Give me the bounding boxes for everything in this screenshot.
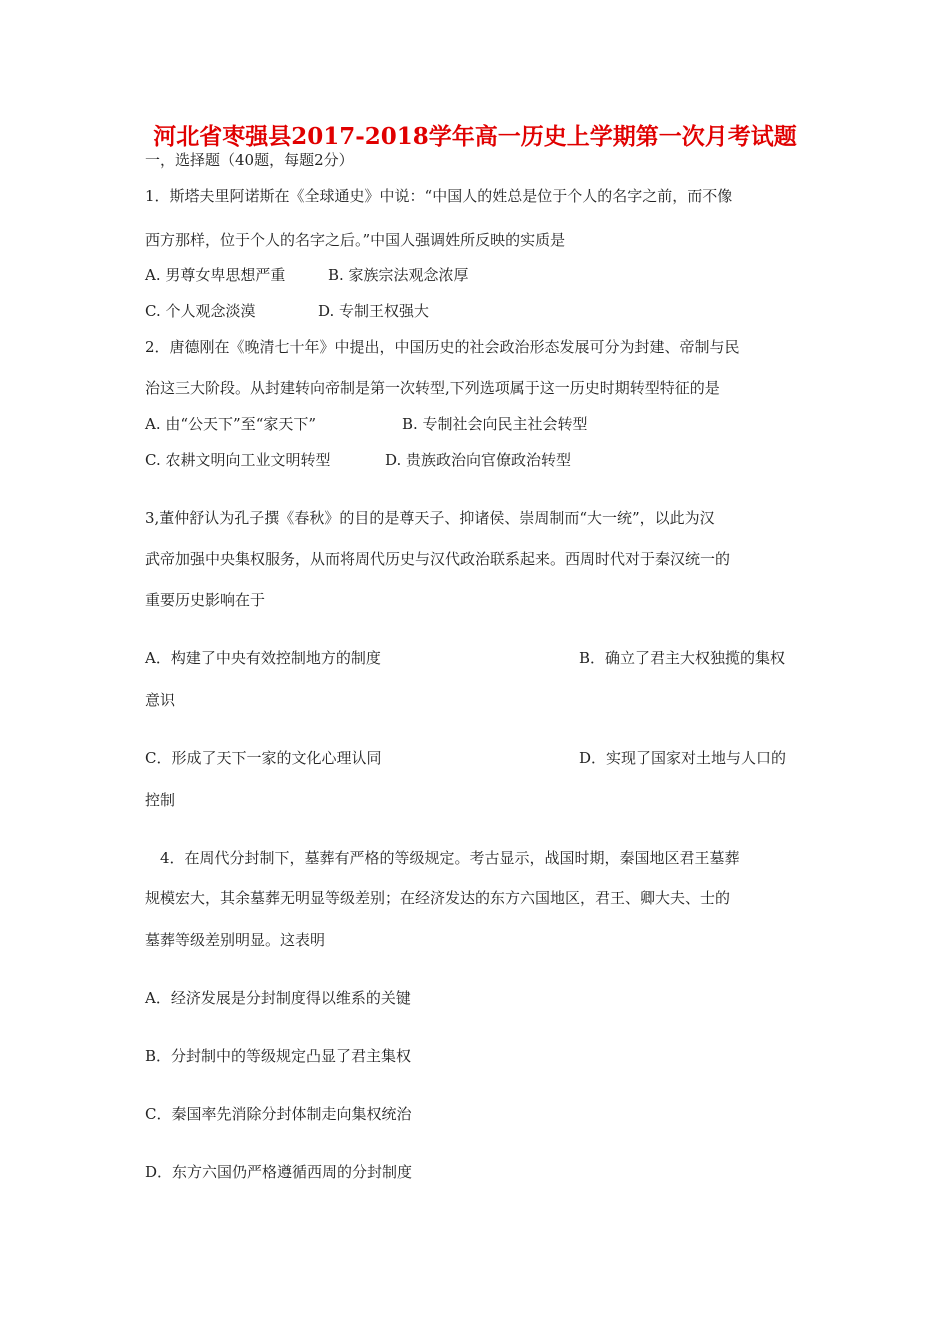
q2-option-a: A. 由“公天下”至“家天下” [145,415,317,433]
q4-option-c: C．秦国率先消除分封体制走向集权统治 [145,1105,412,1123]
q4-stem-line-2: 规模宏大，其余墓葬无明显等级差别；在经济发达的东方六国地区，君王、卿大夫、士的 [145,889,731,907]
q3-stem-line-2: 武帝加强中央集权服务，从而将周代历史与汉代政治联系起来。西周时代对于秦汉统一的 [145,550,731,568]
q1-stem-line-1: 1．斯塔夫里阿诺斯在《全球通史》中说：“中国人的姓总是位于个人的名字之前，而不像 [145,187,733,205]
q3-option-b-continued: 意识 [145,691,176,709]
q1-option-a: A. 男尊女卑思想严重 [145,266,286,284]
q2-option-d: D. 贵族政治向官僚政治转型 [385,451,572,469]
q1-option-b: B. 家族宗法观念浓厚 [328,266,469,284]
q2-option-b: B. 专制社会向民主社会转型 [402,415,588,433]
q4-option-d: D．东方六国仍严格遵循西周的分封制度 [145,1163,413,1181]
exam-title: 河北省枣强县2017-2018学年高一历史上学期第一次月考试题 [153,123,797,150]
q2-option-c: C. 农耕文明向工业文明转型 [145,451,331,469]
q3-stem-line-3: 重要历史影响在于 [145,591,266,609]
q2-stem-line-2: 治这三大阶段。从封建转向帝制是第一次转型,下列选项属于这一历史时期转型特征的是 [145,379,720,397]
q3-option-c: C．形成了天下一家的文化心理认同 [145,749,382,767]
q2-stem-line-1: 2．唐德刚在《晚清七十年》中提出，中国历史的社会政治形态发展可分为封建、帝制与民 [145,338,740,356]
q3-option-d-continued: 控制 [145,791,176,809]
q3-stem-line-1: 3,董仲舒认为孔子撰《春秋》的目的是尊天子、抑诸侯、崇周制而“大一统”，以此为汉 [145,509,715,527]
q1-option-c: C. 个人观念淡漠 [145,302,256,320]
q3-option-b: B．确立了君主大权独揽的集权 [579,649,786,667]
q4-option-b: B．分封制中的等级规定凸显了君主集权 [145,1047,412,1065]
q4-stem-line-1: 4．在周代分封制下，墓葬有严格的等级规定。考古显示，战国时期，秦国地区君王墓葬 [160,849,740,867]
q3-option-a: A．构建了中央有效控制地方的制度 [145,649,381,667]
q4-stem-line-3: 墓葬等级差别明显。这表明 [145,931,326,949]
q4-option-a: A．经济发展是分封制度得以维系的关键 [145,989,411,1007]
q1-option-d: D. 专制王权强大 [318,302,430,320]
q3-option-d: D．实现了国家对土地与人口的 [579,749,787,767]
q1-stem-line-2: 西方那样，位于个人的名字之后。”中国人强调姓所反映的实质是 [145,231,566,249]
section-heading: 一，选择题（40题，每题2分） [145,151,354,169]
